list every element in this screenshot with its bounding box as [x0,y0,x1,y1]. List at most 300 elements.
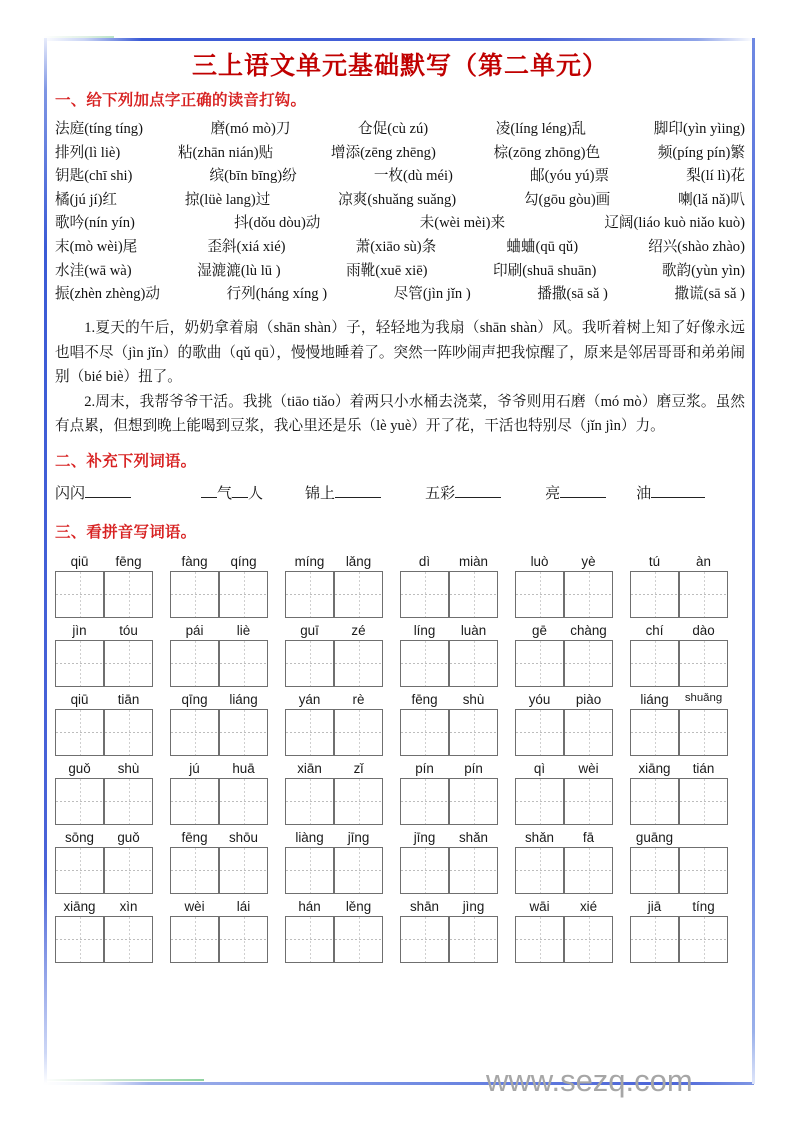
pinyin-choice-item[interactable]: 湿漉漉(lù lū ) [197,262,281,279]
pinyin-choice-line [55,118,745,142]
pinyin-label-pair [400,693,498,709]
fill-in-blank-item[interactable] [545,479,606,511]
pinyin-label: jīng [347,829,370,845]
pinyin-label: sōng [64,829,95,845]
writing-box-pair [515,709,613,757]
pinyin-label-pair [55,555,153,571]
pinyin-label: shǎn [524,829,555,845]
writing-box[interactable] [400,640,449,687]
pinyin-label: dì [418,553,431,569]
pinyin-label-pair [55,900,153,916]
writing-box[interactable] [219,571,268,618]
blank-underline[interactable] [560,497,606,498]
writing-box[interactable] [679,847,728,894]
pinyin-choice-line [55,236,745,260]
pinyin-label: fēng [115,553,142,569]
section-3-heading: 三、看拼音写词语。 [55,524,197,542]
pinyin-choice-line [55,283,745,307]
writing-box[interactable] [564,571,613,618]
pinyin-choice-item[interactable]: 棕(zōng zhōng)色 [493,144,601,161]
page-border-right [752,38,755,1084]
pinyin-label: qì [533,760,546,776]
pinyin-label: fā [582,829,595,845]
pinyin-label-pair [400,900,498,916]
pinyin-choice-item[interactable]: 尽管(jìn jǐn ) [393,286,471,303]
pinyin-label: wèi [184,898,205,914]
writing-box[interactable] [334,571,383,618]
pinyin-label: xiāng [638,760,671,776]
pinyin-label [679,831,728,847]
writing-box-pair [515,640,613,688]
writing-box-pair [630,778,728,826]
fill-in-blank-row [55,479,745,511]
writing-box[interactable] [515,916,564,963]
writing-box-pair [170,847,268,895]
pinyin-label: àn [696,553,711,569]
writing-box[interactable] [219,847,268,894]
writing-box-pair [55,778,153,826]
writing-box-pair [285,778,383,826]
writing-box[interactable] [170,640,219,687]
pinyin-label: huā [232,760,255,776]
blank-label: 锦上 [305,485,336,502]
pinyin-label: guǒ [117,829,140,845]
pinyin-label-pair [170,693,268,709]
writing-box-line [55,709,745,757]
pinyin-label: jiā [647,898,662,914]
writing-box[interactable] [449,571,498,618]
page-border-top-accent [44,36,114,38]
writing-box[interactable] [170,571,219,618]
writing-box-pair [55,571,153,619]
blank-underline[interactable] [651,497,705,498]
pinyin-choice-item[interactable]: 脚印(yìn yìing) [653,120,745,137]
pinyin-label-pair [285,555,383,571]
pinyin-label: xìn [119,898,138,914]
pinyin-choice-item[interactable]: 缤(bīn bīng)纷 [209,168,297,185]
pinyin-label: jìng [462,898,485,914]
pinyin-label-pair [55,762,153,778]
pinyin-label-pair [285,762,383,778]
pinyin-choice-item[interactable]: 橘(jú jí)红 [55,191,118,208]
pinyin-label-line [55,895,745,916]
pinyin-label-pair [515,555,613,571]
writing-box-pair [400,709,498,757]
writing-box-pair [630,709,728,757]
writing-box-pair [630,640,728,688]
writing-box[interactable] [285,778,334,825]
pinyin-choice-item[interactable]: 行列(háng xíng ) [226,286,328,303]
pinyin-label: miàn [458,553,489,569]
writing-box[interactable] [449,778,498,825]
blank-label: 气 [217,485,233,502]
pinyin-label-pair [400,762,498,778]
pinyin-label: lái [236,898,251,914]
writing-box-pair [400,640,498,688]
writing-box[interactable] [400,709,449,756]
pinyin-label-pair [285,900,383,916]
pinyin-choice-item[interactable]: 歪斜(xiá xié) [207,239,286,256]
pinyin-label: pái [185,622,204,638]
pinyin-choice-item[interactable]: 法庭(tíng tíng) [55,120,143,137]
writing-box[interactable] [679,571,728,618]
pinyin-choice-item[interactable]: 播撒(sā sǎ ) [537,286,608,303]
pinyin-choice-item[interactable]: 蛐蛐(qū qǔ) [506,239,579,256]
writing-box-pair [285,916,383,964]
pinyin-label: tóu [119,622,138,638]
pinyin-choice-item[interactable]: 绍兴(shào zhào) [648,239,745,256]
pinyin-label: guāng [635,829,674,845]
pinyin-label: luàn [460,622,487,638]
page-border-bottom-accent [44,1079,204,1081]
writing-box-pair [285,709,383,757]
writing-box-pair [630,847,728,895]
writing-box[interactable] [334,847,383,894]
writing-box[interactable] [630,571,679,618]
writing-box[interactable] [285,640,334,687]
writing-box[interactable] [630,640,679,687]
writing-box[interactable] [170,709,219,756]
writing-box[interactable] [564,847,613,894]
pinyin-label: guǒ [68,760,91,776]
writing-box[interactable] [400,778,449,825]
pinyin-label-pair [515,624,613,640]
blank-underline[interactable] [232,497,248,498]
writing-box-pair [170,640,268,688]
writing-box[interactable] [170,916,219,963]
writing-box[interactable] [564,916,613,963]
pinyin-choice-item[interactable]: 歌吟(nín yín) [55,215,135,232]
writing-grid-row [55,895,745,964]
writing-box[interactable] [285,709,334,756]
writing-box[interactable] [449,709,498,756]
pinyin-choice-item[interactable]: 频(píng pín)繁 [657,144,745,161]
writing-box-pair [55,916,153,964]
pinyin-label: tiān [117,691,140,707]
pinyin-label-line [55,688,745,709]
pinyin-choice-item[interactable]: 雨靴(xuē xiē) [346,262,428,279]
pinyin-label-pair [285,624,383,640]
writing-box[interactable] [679,709,728,756]
pinyin-choice-line [55,260,745,284]
pinyin-label-pair [285,831,383,847]
pinyin-label: xiān [297,760,322,776]
pinyin-label: piào [575,691,602,707]
writing-box[interactable] [334,640,383,687]
pinyin-label: yè [581,553,596,569]
writing-grid-row [55,550,745,619]
pinyin-choice-item[interactable]: 增添(zēng zhēng) [330,144,436,161]
writing-box-line [55,571,745,619]
writing-box[interactable] [679,640,728,687]
blank-underline[interactable] [455,497,501,498]
writing-box-line [55,640,745,688]
pinyin-label: xié [579,898,598,914]
writing-grid-row [55,757,745,826]
writing-box[interactable] [564,778,613,825]
writing-box-pair [285,847,383,895]
pinyin-choice-item[interactable]: 未(wèi mèi)来 [419,215,506,232]
pinyin-label: jīng [413,829,436,845]
pinyin-choice-item[interactable]: 勾(gōu gòu)画 [523,191,611,208]
pinyin-choice-item[interactable]: 磨(mó mò)刀 [210,120,291,137]
writing-box-pair [400,571,498,619]
pinyin-choice-item[interactable]: 辽阔(liáo kuò niǎo kuò) [604,215,745,232]
writing-box[interactable] [334,709,383,756]
section-1-heading: 一、给下列加点字正确的读音打钩。 [55,92,307,109]
pinyin-choice-item[interactable]: 凌(líng léng)乱 [495,120,587,137]
writing-box[interactable] [55,640,104,687]
watermark: www.sezq.com [486,1063,693,1098]
pinyin-label: fàng [181,553,208,569]
pinyin-choice-item[interactable]: 印刷(shuā shuān) [493,262,597,279]
writing-box[interactable] [219,640,268,687]
pinyin-label: tíng [692,898,715,914]
pinyin-choice-list [55,118,745,307]
pinyin-writing-grid [55,550,745,964]
pinyin-choice-line [55,189,745,213]
fill-in-blank-item[interactable] [201,479,263,511]
pinyin-choice-item[interactable]: 撒谎(sā sǎ ) [674,286,745,303]
writing-box[interactable] [630,778,679,825]
pinyin-label-line [55,550,745,571]
writing-box-line [55,778,745,826]
pinyin-label-pair [170,762,268,778]
writing-box[interactable] [104,916,153,963]
writing-box[interactable] [104,640,153,687]
pinyin-label-pair [630,900,728,916]
pinyin-choice-item[interactable]: 邮(yóu yú)票 [530,168,610,185]
writing-box[interactable] [104,847,153,894]
pinyin-label-pair [170,831,268,847]
reading-paragraphs [55,316,745,439]
pinyin-label-pair [170,555,268,571]
writing-box-pair [400,847,498,895]
pinyin-choice-item[interactable]: 仓促(cù zú) [358,120,429,137]
pinyin-choice-item[interactable]: 萧(xiāo sù)条 [355,239,437,256]
pinyin-label-pair [170,900,268,916]
writing-box[interactable] [679,916,728,963]
pinyin-label: shǎn [458,829,489,845]
writing-box[interactable] [449,916,498,963]
pinyin-label: qīng [181,691,208,707]
pinyin-label: fēng [411,691,438,707]
writing-box[interactable] [564,640,613,687]
fill-in-blank-item[interactable] [636,479,705,511]
pinyin-choice-item[interactable]: 一枚(dù méi) [373,168,453,185]
pinyin-label: qiū [70,691,89,707]
writing-box[interactable] [630,916,679,963]
writing-box[interactable] [104,778,153,825]
worksheet-content [55,52,745,964]
pinyin-label: dào [692,622,715,638]
writing-box[interactable] [55,571,104,618]
writing-box[interactable] [170,847,219,894]
blank-label: 亮 [545,485,561,502]
pinyin-label: chàng [570,622,607,638]
pinyin-label: shān [409,898,440,914]
pinyin-label: yóu [528,691,551,707]
pinyin-label: liàng [295,829,324,845]
pinyin-label-pair [515,762,613,778]
fill-in-blank-item[interactable] [305,479,381,511]
writing-box[interactable] [55,778,104,825]
writing-box[interactable] [515,847,564,894]
writing-box[interactable] [400,847,449,894]
pinyin-label: lǎng [345,553,372,569]
pinyin-label-pair [630,831,728,847]
writing-box[interactable] [104,709,153,756]
writing-box[interactable] [515,640,564,687]
writing-box[interactable] [630,709,679,756]
pinyin-label-pair [630,762,728,778]
pinyin-label-pair [400,624,498,640]
pinyin-label-pair [515,693,613,709]
pinyin-choice-item[interactable]: 抖(dǒu dòu)动 [234,215,321,232]
writing-box[interactable] [564,709,613,756]
writing-box[interactable] [400,916,449,963]
pinyin-label: shuǎng [684,691,723,704]
pinyin-label-pair [55,693,153,709]
section-2-heading: 二、补充下列词语。 [55,452,197,470]
writing-box-line [55,847,745,895]
writing-box[interactable] [630,847,679,894]
fill-in-blank-item[interactable] [55,479,131,511]
writing-box-pair [170,778,268,826]
writing-box-pair [515,571,613,619]
pinyin-label: jìn [72,622,87,638]
writing-box[interactable] [515,709,564,756]
pinyin-label-pair [515,900,613,916]
writing-grid-row [55,619,745,688]
pinyin-choice-item[interactable]: 喇(lǎ nǎ)叭 [678,191,745,208]
pinyin-label: qíng [230,553,257,569]
blank-underline[interactable] [335,497,381,498]
pinyin-label-pair [630,555,728,571]
pinyin-label-line [55,619,745,640]
pinyin-label: zé [351,622,366,638]
pinyin-choice-item[interactable]: 歌韵(yùn yìn) [661,262,745,279]
pinyin-choice-line [55,212,745,236]
pinyin-label: liáng [229,691,258,707]
pinyin-label: xiāng [63,898,96,914]
pinyin-label: rè [352,691,365,707]
pinyin-label-pair [55,624,153,640]
blank-underline[interactable] [201,497,217,498]
writing-box[interactable] [334,778,383,825]
writing-box-pair [285,571,383,619]
writing-box[interactable] [449,847,498,894]
pinyin-label-pair [285,693,383,709]
writing-box-pair [170,916,268,964]
pinyin-label: zǐ [353,760,364,776]
writing-box-pair [285,640,383,688]
pinyin-label: tú [648,553,661,569]
pinyin-label: hán [298,898,321,914]
writing-box-pair [170,709,268,757]
pinyin-choice-item[interactable]: 末(mò wèi)尾 [55,239,138,256]
pinyin-choice-item[interactable]: 粘(zhān nián)贴 [177,144,274,161]
pinyin-choice-item[interactable]: 凉爽(shuǎng suǎng) [338,191,457,208]
page-border-left [44,38,47,1084]
blank-label: 闪闪 [55,485,86,502]
pinyin-label-pair [630,624,728,640]
pinyin-label: líng [413,622,436,638]
pinyin-label: luò [530,553,549,569]
blank-label: 人 [248,485,264,502]
writing-box[interactable] [219,916,268,963]
writing-box[interactable] [515,778,564,825]
reading-paragraph: 1.夏天的午后，奶奶拿着扇（shān shàn）子，轻轻地为我扇（shān shàn）风。我听着树上知了好像永远也唱不尽（jìn jǐn）的歌曲（qǔ qū），慢慢地睡着了。突然一阵吵闹声把我惊醒了，原来是邻居哥哥和弟弟闹别（bié biè）扭了。 [55,320,745,386]
pinyin-label: wèi [578,760,599,776]
blank-underline[interactable] [85,497,131,498]
writing-box[interactable] [449,640,498,687]
pinyin-label: míng [294,553,325,569]
pinyin-label: fēng [181,829,208,845]
writing-box-pair [630,571,728,619]
writing-box-line [55,916,745,964]
writing-box-pair [400,778,498,826]
writing-box[interactable] [334,916,383,963]
pinyin-label: gē [532,622,547,638]
writing-box[interactable] [55,847,104,894]
pinyin-choice-item[interactable]: 梨(lí lì)花 [686,168,745,185]
pinyin-choice-item[interactable]: 钥匙(chī shi) [55,168,133,185]
pinyin-label: shù [117,760,140,776]
writing-box[interactable] [55,709,104,756]
writing-box-pair [55,847,153,895]
fill-in-blank-item[interactable] [425,479,501,511]
pinyin-choice-item[interactable]: 振(zhèn zhèng)动 [55,286,160,303]
writing-box[interactable] [170,778,219,825]
pinyin-label-line [55,757,745,778]
pinyin-label: pín [415,760,434,776]
pinyin-choice-line [55,142,745,166]
pinyin-label-pair [55,831,153,847]
writing-grid-row [55,826,745,895]
page-border-top [42,38,754,41]
writing-box[interactable] [285,916,334,963]
writing-box[interactable] [679,778,728,825]
pinyin-choice-item[interactable]: 水洼(wā wà) [55,262,132,279]
writing-box[interactable] [285,847,334,894]
writing-box[interactable] [515,571,564,618]
pinyin-choice-item[interactable]: 掠(lüè lang)过 [184,191,271,208]
pinyin-label: shù [462,691,485,707]
blank-label: 油 [636,485,652,502]
writing-box-pair [55,640,153,688]
writing-box[interactable] [219,778,268,825]
pinyin-label: lěng [345,898,372,914]
page-title: 三上语文单元基础默写（第二单元） [191,53,608,80]
pinyin-label: chí [645,622,664,638]
pinyin-label-pair [630,693,728,709]
writing-box[interactable] [55,916,104,963]
pinyin-label: tián [692,760,715,776]
pinyin-label-line [55,826,745,847]
pinyin-label: shōu [228,829,259,845]
writing-box[interactable] [219,709,268,756]
writing-box-pair [55,709,153,757]
writing-box[interactable] [104,571,153,618]
writing-box[interactable] [285,571,334,618]
pinyin-label: liè [236,622,251,638]
reading-paragraph: 2.周末，我帮爷爷干活。我挑（tiāo tiǎo）着两只小水桶去浇菜，爷爷则用石磨（mó mò）磨豆浆。虽然有点累，但想到晚上能喝到豆浆，我心里还是乐（lè yuè）开了花，干活也特别尽（jǐn jìn）力。 [55,393,745,435]
writing-box-pair [515,847,613,895]
pinyin-label: liáng [640,691,669,707]
writing-box[interactable] [400,571,449,618]
pinyin-choice-item[interactable]: 排列(lì liè) [55,144,121,161]
